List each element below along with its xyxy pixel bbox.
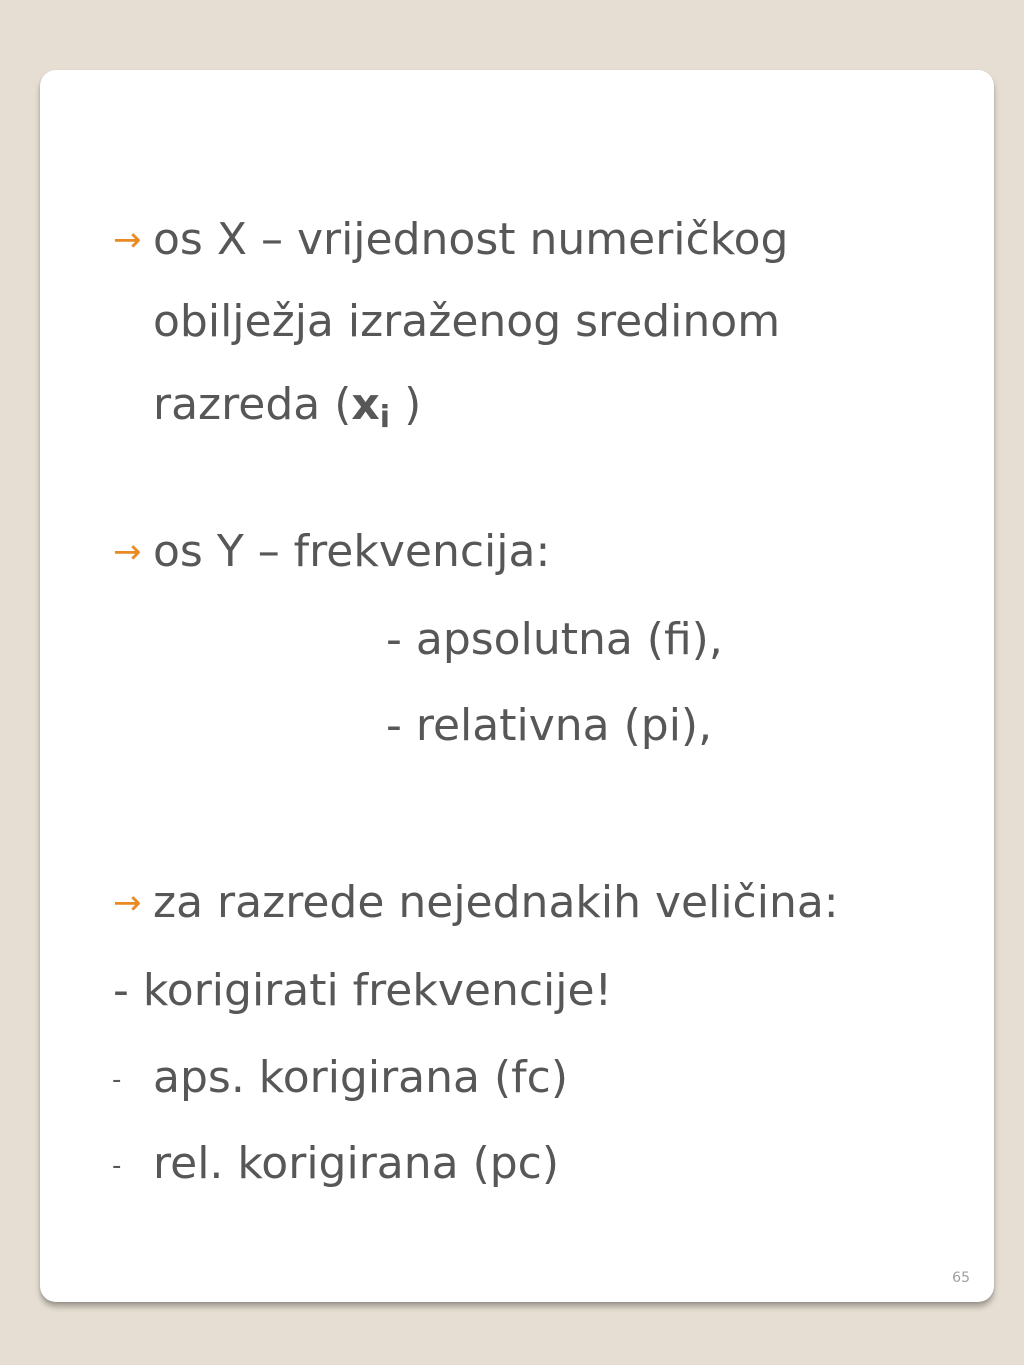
bullet-2-line-1: os Y – frekvencija: [153,526,551,577]
page-number: 65 [952,1270,970,1286]
bullet-2-sub-2: - relativna (pi), [386,700,713,751]
variable-x: x [351,379,380,430]
bullet-arrow-icon: → [113,220,142,260]
bullet-arrow-icon: → [113,883,142,923]
bullet-1-line-3-prefix: razreda ( [153,379,352,430]
dash-marker: - [112,1065,122,1095]
korigirati-line: - korigirati frekvencije! [113,965,613,1016]
variable-subscript: i [379,400,391,435]
rel-korigirana-line: rel. korigirana (pc) [153,1138,560,1189]
bullet-1-line-3-suffix: ) [390,379,422,430]
aps-korigirana-line: aps. korigirana (fc) [153,1052,568,1103]
bullet-1-line-3 [153,379,421,444]
bullet-arrow-icon: → [113,532,142,572]
bullet-1-line-2: obilježja izraženog sredinom [153,296,781,347]
dash-marker: - [112,1151,122,1181]
bullet-2-sub-1: - apsolutna (fi), [386,614,723,665]
bullet-1-line-1: os X – vrijednost numeričkog [153,214,789,265]
slide [40,70,994,1302]
bullet-3-line-1: za razrede nejednakih veličina: [153,877,839,928]
